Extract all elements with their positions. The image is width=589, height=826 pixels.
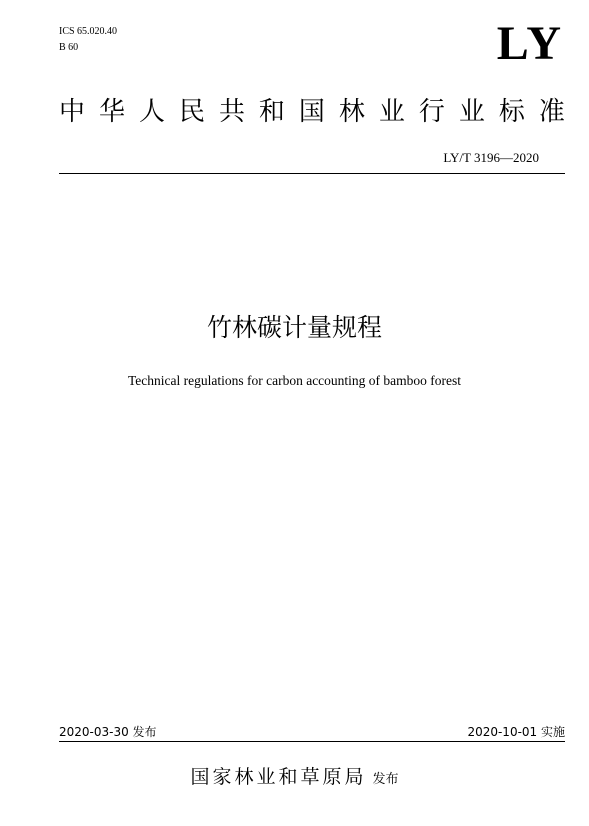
org-title-char: 华 — [98, 97, 125, 127]
standard-logo: LY — [496, 17, 563, 70]
standard-number: LY/T 3196—2020 — [443, 150, 539, 165]
org-title-char: 共 — [218, 97, 245, 127]
implementation-date: 2020-10-01 实施 — [467, 725, 565, 739]
footer-divider — [59, 741, 565, 742]
publisher-line — [0, 765, 589, 792]
org-title-char: 标 — [498, 97, 525, 127]
ccs-code: B 60 — [59, 42, 79, 53]
org-title-char: 行 — [418, 97, 445, 127]
ics-code: ICS 65.020.40 — [59, 26, 118, 37]
publisher-suffix: 发布 — [372, 772, 399, 787]
org-title-char: 业 — [378, 97, 405, 127]
org-title-char: 林 — [338, 97, 365, 127]
org-title-char: 中 — [59, 97, 86, 127]
org-title-char: 人 — [138, 97, 165, 127]
header-divider — [59, 173, 565, 174]
org-title-char: 准 — [538, 97, 565, 127]
document-title-english: Technical regulations for carbon accounting of bamboo forest — [127, 373, 462, 388]
org-title-char: 和 — [258, 97, 285, 127]
document-title-chinese: 竹林碳计量规程 — [206, 313, 382, 342]
publisher-name: 国家林业和草原局 — [190, 766, 367, 788]
org-standard-title — [59, 96, 565, 128]
org-title-char: 国 — [298, 97, 325, 127]
issue-date: 2020-03-30 发布 — [59, 725, 157, 739]
org-title-char: 民 — [178, 97, 205, 127]
org-title-char: 业 — [458, 97, 485, 127]
